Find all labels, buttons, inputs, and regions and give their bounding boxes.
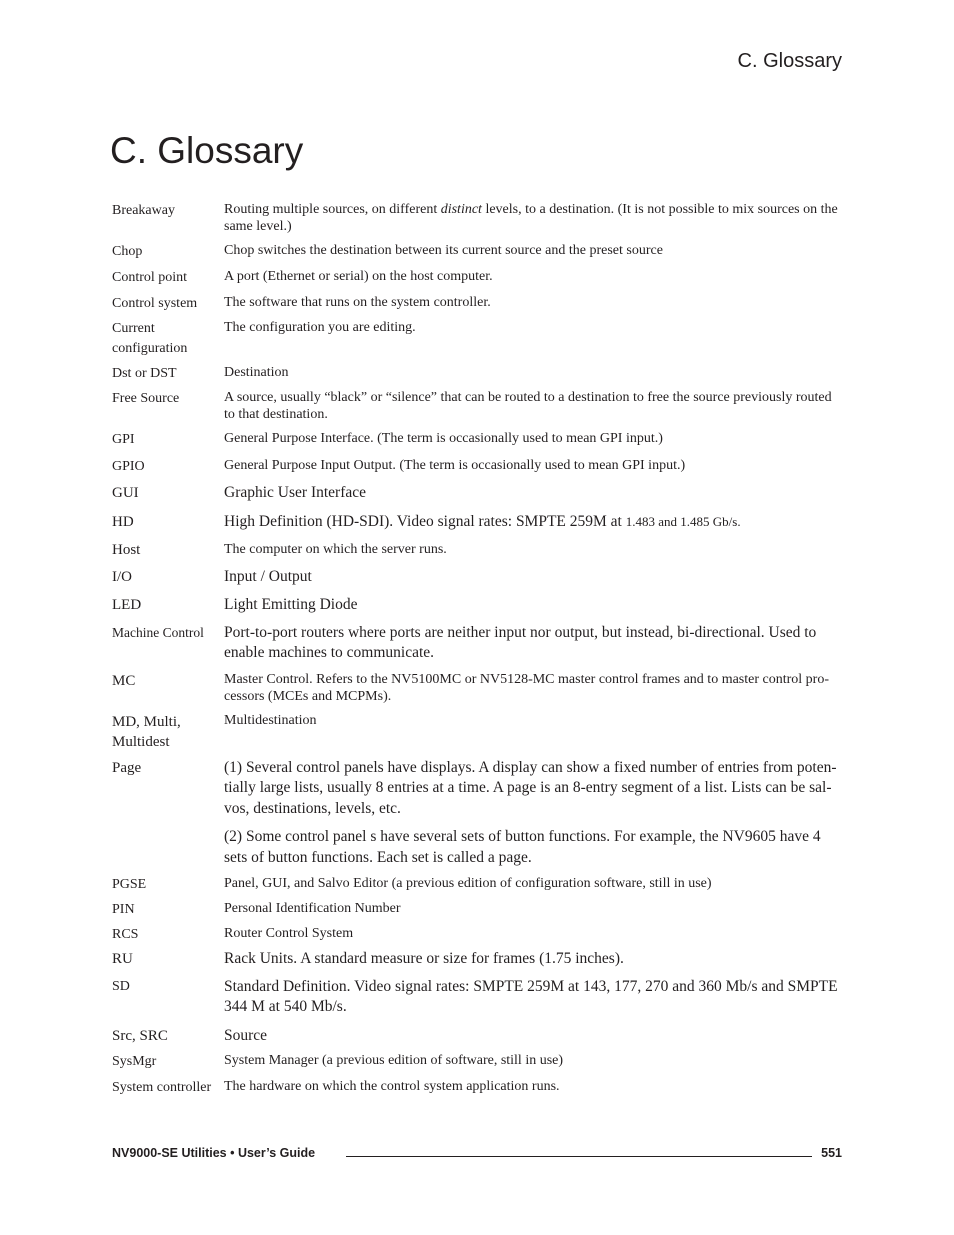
running-head: C. Glossary xyxy=(737,50,842,72)
glossary-entry xyxy=(112,389,842,423)
glossary-entry xyxy=(112,671,842,705)
glossary-term: Current configuration xyxy=(112,321,188,356)
glossary-term: Host xyxy=(112,542,141,558)
glossary-definition: Personal Identification Number xyxy=(224,901,401,916)
glossary-definition: General Purpose Interface. (The term is occasionally used to mean GPI input.) xyxy=(224,431,663,446)
glossary-definition: Router Control System xyxy=(224,926,354,941)
glossary-definition: General Purpose Input Output. (The term is occasionally used to mean GPI input.) xyxy=(224,458,686,473)
glossary-term: RU xyxy=(112,951,133,967)
glossary-term: RCS xyxy=(112,927,139,942)
glossary-definition: Chop switches the destination between its current source and the preset source xyxy=(224,243,663,258)
glossary-definition: Port-to-port routers where ports are neither input nor output, but instead, bi-directional. Used to enable machines to communicate. xyxy=(224,623,817,661)
glossary-term: Page xyxy=(112,759,142,776)
glossary-term: SysMgr xyxy=(112,1054,157,1069)
glossary-entry xyxy=(112,949,842,970)
glossary-definition: The configuration you are editing. xyxy=(224,320,416,335)
glossary-term: MD, Multi, Multidest xyxy=(112,713,181,750)
glossary-entry xyxy=(112,567,842,588)
glossary-definition xyxy=(224,758,842,869)
emphasis-text: distinct xyxy=(440,202,482,217)
glossary-term: Machine Control xyxy=(112,624,204,640)
glossary-definition: Standard Definition. Video signal rates: SMPTE 259M at 143, 177, 270 and 360 Mb/s and SMPTE 344 M at 540 Mb/s. xyxy=(224,977,838,1015)
page-footer xyxy=(112,1146,842,1166)
glossary-term: LED xyxy=(112,597,142,613)
glossary-term: Chop xyxy=(112,244,143,259)
glossary-definition: Panel, GUI, and Salvo Editor (a previous edition of configuration software, still in use) xyxy=(224,876,712,891)
glossary-definition: The software that runs on the system controller. xyxy=(224,295,491,310)
glossary-term: Breakaway xyxy=(112,203,175,218)
glossary-term: Dst or DST xyxy=(112,366,177,381)
glossary-definition: A source, usually “black” or “silence” that can be routed to a destination to free the source previously routed to that destination. xyxy=(224,390,832,422)
glossary-definition: The hardware on which the control system application runs. xyxy=(224,1079,560,1094)
glossary-entry xyxy=(112,319,842,359)
glossary-term: System controller xyxy=(112,1080,212,1095)
glossary-definition: Destination xyxy=(224,365,289,380)
glossary-entry xyxy=(112,712,842,752)
footer-rule xyxy=(346,1156,812,1157)
glossary-definition: Graphic User Interface xyxy=(224,484,366,501)
glossary-entry xyxy=(112,977,842,1018)
glossary-definition: Master Control. Refers to the NV5100MC or NV5128-MC master control frames and to master control pro-cessors (MCEs and MCPMs). xyxy=(224,671,829,704)
glossary-entry xyxy=(112,925,842,945)
glossary-entry xyxy=(112,595,842,616)
glossary-term: GUI xyxy=(112,485,139,501)
glossary-term: GPI xyxy=(112,432,135,447)
glossary-definition: The computer on which the server runs. xyxy=(224,542,447,557)
glossary-term: Src, SRC xyxy=(112,1027,168,1044)
page-number: 551 xyxy=(821,1146,842,1160)
glossary-entry xyxy=(112,623,842,664)
glossary-entry xyxy=(112,875,842,895)
glossary-entry xyxy=(112,1026,842,1047)
glossary-term: I/O xyxy=(112,568,132,585)
glossary-entry xyxy=(112,540,842,561)
glossary-entry xyxy=(112,1052,842,1072)
glossary-definition: A port (Ethernet or serial) on the host computer. xyxy=(224,269,493,284)
glossary-term: MC xyxy=(112,672,136,689)
glossary-definition: System Manager (a previous edition of software, still in use) xyxy=(224,1053,564,1068)
glossary-definition: Source xyxy=(224,1026,268,1044)
glossary-definition: Input / Output xyxy=(224,567,312,585)
glossary-term: Control point xyxy=(112,270,188,285)
page-title: C. Glossary xyxy=(110,130,304,171)
glossary-list xyxy=(112,200,842,1098)
glossary-definition: Multidestination xyxy=(224,712,317,728)
glossary-entry xyxy=(112,364,842,384)
definition-paragraph: (2) Some control panel s have several sets of button functions. For example, the NV9605 have 4 sets of button functions. Each set is called a page. xyxy=(224,828,821,866)
glossary-entry xyxy=(112,294,842,314)
glossary-entry xyxy=(112,201,842,235)
glossary-entry xyxy=(112,242,842,262)
glossary-definition: Routing multiple sources, on different distinct levels, to a destination. (It is not possible to mix sources on the same level.) xyxy=(224,202,838,234)
glossary-definition: High Definition (HD-SDI). Video signal rates: SMPTE 259M at 1.483 and 1.485 Gb/s. xyxy=(224,512,741,530)
glossary-term: Control system xyxy=(112,296,198,311)
glossary-term: Free Source xyxy=(112,391,180,406)
glossary-term: PGSE xyxy=(112,877,147,892)
glossary-entry xyxy=(112,512,842,533)
glossary-entry xyxy=(112,457,842,477)
definition-paragraph: (1) Several control panels have displays. A display can show a fixed number of entries from poten-tially large lists, usually 8 entries at a time. A page is an 8-entry segment of a list. Lists can be sal-vos, destinations, levels, etc. xyxy=(224,758,837,817)
glossary-term: GPIO xyxy=(112,459,145,474)
glossary-entry xyxy=(112,268,842,288)
glossary-term: PIN xyxy=(112,902,135,917)
glossary-entry xyxy=(112,758,842,869)
footer-document-title: NV9000-SE Utilities • User’s Guide xyxy=(112,1146,316,1160)
glossary-entry xyxy=(112,483,842,504)
glossary-definition: Light Emitting Diode xyxy=(224,596,358,613)
glossary-entry xyxy=(112,430,842,450)
glossary-entry xyxy=(112,900,842,920)
glossary-term: HD xyxy=(112,513,134,530)
glossary-definition: Rack Units. A standard measure or size for frames (1.75 inches). xyxy=(224,950,624,967)
glossary-entry xyxy=(112,1078,842,1098)
glossary-term: SD xyxy=(112,978,130,994)
